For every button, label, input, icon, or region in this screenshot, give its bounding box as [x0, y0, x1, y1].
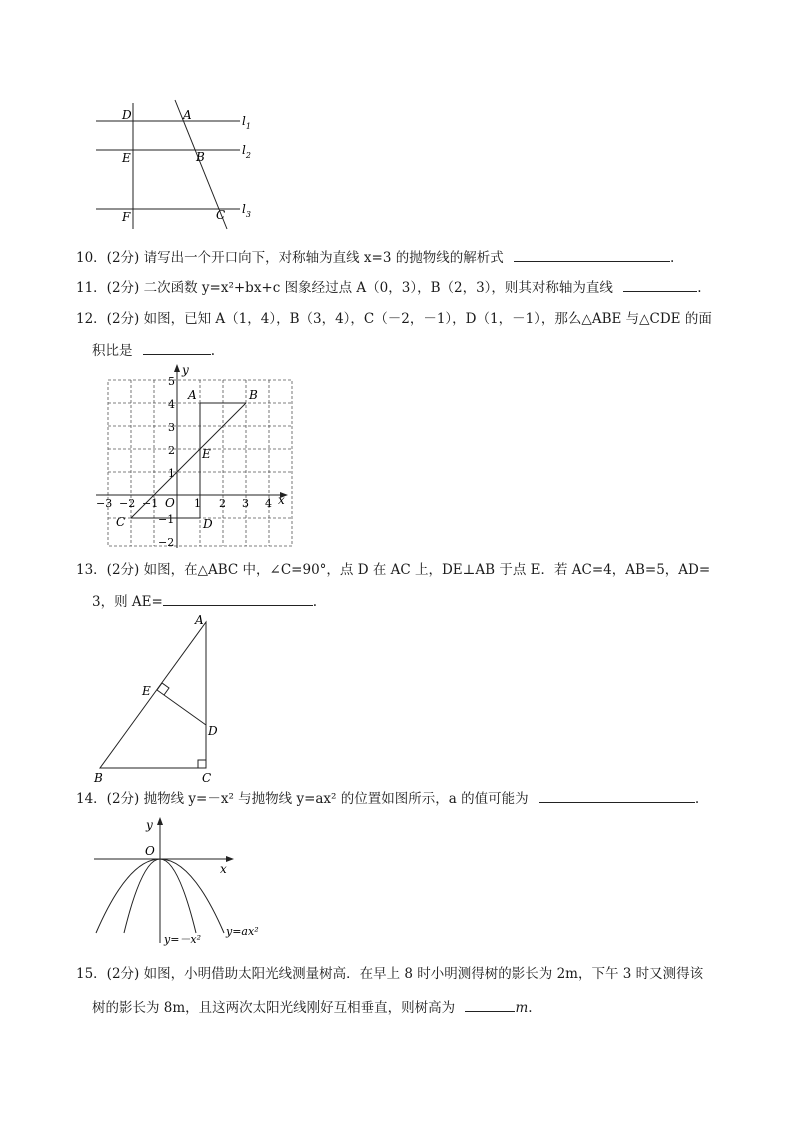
vertex-C: C — [202, 771, 212, 784]
x-tick: 2 — [219, 497, 226, 510]
origin-label: O — [165, 496, 175, 510]
question-text-line1: 如图，已知 A（1，4），B（3，4），C（－2，－1），D（1，－1），那么△ABE 与△CDE 的面 — [143, 311, 712, 327]
answer-blank[interactable] — [514, 247, 670, 262]
x-tick: 1 — [194, 497, 201, 510]
point-D: D — [203, 517, 213, 531]
y-tick: −1 — [158, 513, 175, 526]
question-number: 13．(2分) — [76, 562, 140, 578]
label-F: F — [122, 210, 131, 224]
label-B: B — [196, 150, 205, 164]
question-number: 11．(2分) — [76, 280, 140, 296]
figure-right-triangle — [90, 612, 230, 784]
answer-blank[interactable] — [465, 997, 515, 1012]
answer-blank[interactable] — [623, 277, 697, 292]
segment-BC — [131, 403, 246, 518]
label-l1: $l_1$ — [242, 114, 251, 131]
question-text-line1: 如图，在△ABC 中，∠C=90°，点 D 在 AC 上，DE⊥AB 于点 E．若 AC=4，AB=5，AD= — [143, 562, 711, 578]
curve-label-1: y=－x² — [164, 933, 202, 946]
question-text-line1: 如图，小明借助太阳光线测量树高．在早上 8 时小明测得树的影长为 2m，下午 3 时又测得该 — [143, 966, 704, 982]
label-D: D — [122, 108, 132, 122]
answer-blank[interactable] — [163, 591, 313, 606]
x-axis-label: x — [220, 862, 227, 876]
label-E: E — [122, 151, 131, 165]
answer-blank[interactable] — [143, 340, 211, 355]
question-11: 11．(2分) 二次函数 y=x²+bx+c 图象经过点 A（0，3），B（2，3），则其对称轴为直线 . — [76, 277, 702, 298]
label-l2: $l_2$ — [242, 143, 251, 160]
question-text-line2: 积比是 — [92, 343, 133, 359]
question-number: 15．(2分) — [76, 966, 140, 982]
x-tick: 3 — [242, 497, 249, 510]
point-E: E — [142, 684, 151, 698]
answer-blank[interactable] — [539, 788, 695, 803]
question-text-line2: 树的影长为 8m，且这两次太阳光线刚好互相垂直，则树高为 — [92, 1000, 456, 1016]
figure-parallel-lines — [90, 95, 270, 235]
y-axis-label: y — [146, 818, 153, 832]
point-D: D — [208, 724, 218, 738]
question-12 — [76, 309, 712, 329]
x-tick: −3 — [96, 497, 113, 510]
question-13 — [76, 560, 710, 580]
y-tick: −2 — [158, 536, 175, 549]
question-number: 14．(2分) — [76, 791, 140, 807]
question-text-line2: 3，则 AE= — [92, 594, 163, 610]
question-15-cont: 树的影长为 8m，且这两次太阳光线刚好互相垂直，则树高为 m. — [92, 997, 533, 1018]
label-C: C — [216, 208, 226, 222]
y-axis-label: y — [182, 363, 189, 377]
label-A: A — [183, 108, 192, 122]
y-tick: 2 — [168, 444, 175, 457]
question-13-cont: 3，则 AE= . — [92, 591, 317, 612]
y-tick: 5 — [168, 375, 175, 388]
figure-parabolas — [90, 815, 270, 950]
y-tick: 3 — [168, 421, 175, 434]
x-tick: −1 — [142, 497, 159, 510]
x-tick: −2 — [119, 497, 136, 510]
question-10: 10．(2分) 请写出一个开口向下，对称轴为直线 x=3 的抛物线的解析式 . — [76, 247, 674, 268]
x-axis-label: x — [278, 493, 285, 507]
x-tick: 4 — [265, 497, 272, 510]
question-text: 二次函数 y=x²+bx+c 图象经过点 A（0，3），B（2，3），则其对称轴为直线 — [143, 280, 613, 296]
question-14: 14．(2分) 抛物线 y=－x² 与抛物线 y=ax² 的位置如图所示，a 的值可能为 . — [76, 788, 699, 809]
label-l3: $l_3$ — [242, 202, 251, 219]
question-number: 12．(2分) — [76, 311, 140, 327]
point-C: C — [116, 515, 126, 529]
point-A: A — [188, 388, 197, 402]
vertex-B: B — [94, 771, 103, 784]
vertex-A: A — [195, 613, 204, 627]
question-text: 抛物线 y=－x² 与抛物线 y=ax² 的位置如图所示，a 的值可能为 — [143, 791, 529, 807]
y-tick: 1 — [168, 467, 175, 480]
origin-label: O — [145, 844, 155, 858]
question-text: 请写出一个开口向下，对称轴为直线 x=3 的抛物线的解析式 — [143, 250, 504, 266]
figure-coordinate-grid — [92, 362, 302, 552]
question-12-cont: 积比是 . — [92, 340, 215, 361]
curve-label-2: y=ax² — [226, 925, 259, 938]
point-E: E — [202, 447, 211, 461]
y-tick: 4 — [168, 398, 175, 411]
question-15 — [76, 964, 703, 984]
point-B: B — [249, 388, 258, 402]
question-number: 10．(2分) — [76, 250, 140, 266]
